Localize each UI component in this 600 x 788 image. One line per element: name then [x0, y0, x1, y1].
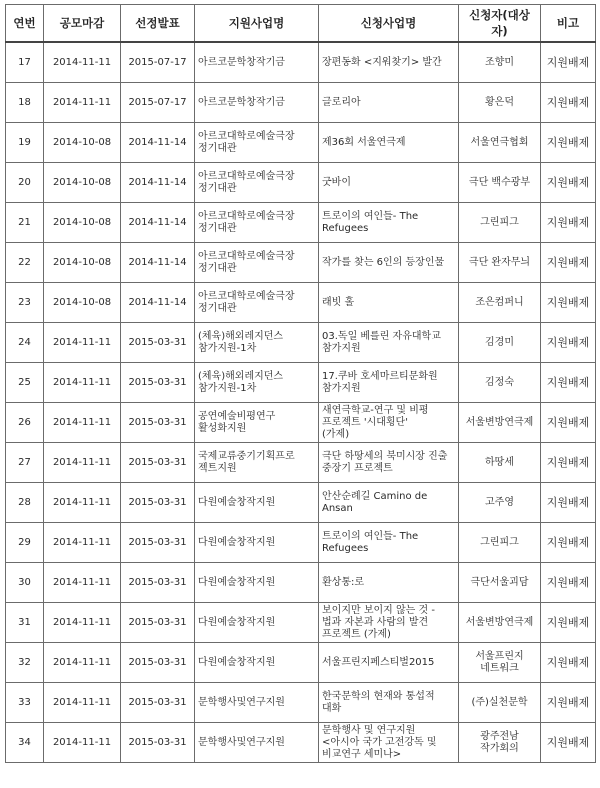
cell-applicant: (주)실천문학 — [459, 683, 541, 723]
table-row — [6, 203, 596, 243]
cell-note: 지원배제 — [541, 123, 596, 163]
table-body — [6, 42, 596, 763]
cell-deadline: 2014-11-11 — [44, 523, 121, 563]
cell-project: 17.쿠바 호세마르티문화원 참가지원 — [319, 363, 459, 403]
cell-applicant: 그린피그 — [459, 203, 541, 243]
table-row — [6, 163, 596, 203]
cell-no: 33 — [6, 683, 44, 723]
table-row — [6, 723, 596, 763]
cell-deadline: 2014-11-11 — [44, 83, 121, 123]
cell-applicant: 극단 백수광부 — [459, 163, 541, 203]
header-row — [6, 5, 596, 43]
cell-project: 보이지만 보이지 않는 것 - 법과 자본과 사람의 발견 프로젝트 (가제) — [319, 603, 459, 643]
cell-applicant: 김경미 — [459, 323, 541, 363]
header-deadline: 공모마감 — [44, 5, 121, 43]
cell-announcement: 2015-07-17 — [121, 42, 195, 83]
table-row — [6, 683, 596, 723]
table-row — [6, 363, 596, 403]
cell-program: 문학행사및연구지원 — [195, 723, 319, 763]
cell-announcement: 2015-03-31 — [121, 523, 195, 563]
cell-project: 래빗 홀 — [319, 283, 459, 323]
cell-no: 21 — [6, 203, 44, 243]
cell-applicant: 서울연극협회 — [459, 123, 541, 163]
cell-project: 극단 하땅세의 북미시장 진출 중장기 프로젝트 — [319, 443, 459, 483]
cell-announcement: 2015-03-31 — [121, 723, 195, 763]
cell-deadline: 2014-11-11 — [44, 603, 121, 643]
cell-program: 다원예술창작지원 — [195, 523, 319, 563]
cell-project: 트로이의 여인들- The Refugees — [319, 203, 459, 243]
support-exclusion-table-sheet — [5, 4, 595, 763]
cell-announcement: 2015-03-31 — [121, 643, 195, 683]
cell-note: 지원배제 — [541, 523, 596, 563]
header-note: 비고 — [541, 5, 596, 43]
cell-deadline: 2014-10-08 — [44, 203, 121, 243]
cell-deadline: 2014-11-11 — [44, 403, 121, 443]
cell-no: 22 — [6, 243, 44, 283]
cell-note: 지원배제 — [541, 403, 596, 443]
cell-announcement: 2015-03-31 — [121, 403, 195, 443]
cell-applicant: 광주전남 작가회의 — [459, 723, 541, 763]
cell-project: 장편동화 <지워찾기> 발간 — [319, 42, 459, 83]
cell-project: 안산순례길 Camino de Ansan — [319, 483, 459, 523]
cell-announcement: 2015-03-31 — [121, 683, 195, 723]
cell-note: 지원배제 — [541, 563, 596, 603]
cell-announcement: 2015-03-31 — [121, 483, 195, 523]
cell-program: 아르코대학로예술극장 정기대관 — [195, 243, 319, 283]
cell-no: 19 — [6, 123, 44, 163]
table-row — [6, 403, 596, 443]
cell-project: 작가를 찾는 6인의 등장인물 — [319, 243, 459, 283]
cell-program: 국제교류중기기획프로 젝트지원 — [195, 443, 319, 483]
cell-applicant: 서울변방연극제 — [459, 403, 541, 443]
cell-announcement: 2014-11-14 — [121, 203, 195, 243]
cell-deadline: 2014-11-11 — [44, 563, 121, 603]
table-header — [6, 5, 596, 43]
cell-no: 26 — [6, 403, 44, 443]
cell-applicant: 극단서울괴담 — [459, 563, 541, 603]
cell-applicant: 황은덕 — [459, 83, 541, 123]
cell-applicant: 극단 완자무늬 — [459, 243, 541, 283]
cell-project: 새연극학교-연구 및 비평 프로젝트 '시대횡단' (가제) — [319, 403, 459, 443]
table-row — [6, 643, 596, 683]
support-exclusion-table — [5, 4, 596, 763]
cell-deadline: 2014-10-08 — [44, 283, 121, 323]
cell-program: 아르코대학로예술극장 정기대관 — [195, 123, 319, 163]
table-row — [6, 443, 596, 483]
cell-project: 굿바이 — [319, 163, 459, 203]
cell-deadline: 2014-11-11 — [44, 363, 121, 403]
cell-program: 아르코문학창작기금 — [195, 42, 319, 83]
cell-no: 30 — [6, 563, 44, 603]
cell-deadline: 2014-11-11 — [44, 723, 121, 763]
cell-project: 제36회 서울연극제 — [319, 123, 459, 163]
table-row — [6, 123, 596, 163]
cell-applicant: 조은컴퍼니 — [459, 283, 541, 323]
table-row — [6, 283, 596, 323]
cell-no: 32 — [6, 643, 44, 683]
cell-no: 34 — [6, 723, 44, 763]
cell-note: 지원배제 — [541, 723, 596, 763]
cell-project: 트로이의 여인들- The Refugees — [319, 523, 459, 563]
cell-deadline: 2014-11-11 — [44, 683, 121, 723]
cell-program: (체육)해외레지던스 참가지원-1차 — [195, 363, 319, 403]
table-row — [6, 42, 596, 83]
table-row — [6, 323, 596, 363]
cell-program: 다원예술창작지원 — [195, 643, 319, 683]
cell-project: 서울프린지페스티벌2015 — [319, 643, 459, 683]
cell-announcement: 2015-03-31 — [121, 603, 195, 643]
cell-note: 지원배제 — [541, 323, 596, 363]
cell-no: 27 — [6, 443, 44, 483]
cell-announcement: 2014-11-14 — [121, 243, 195, 283]
cell-announcement: 2014-11-14 — [121, 163, 195, 203]
cell-program: 다원예술창작지원 — [195, 483, 319, 523]
cell-project: 환상통:로 — [319, 563, 459, 603]
table-row — [6, 523, 596, 563]
cell-project: 글로리아 — [319, 83, 459, 123]
table-row — [6, 603, 596, 643]
cell-program: 다원예술창작지원 — [195, 563, 319, 603]
cell-announcement: 2015-03-31 — [121, 363, 195, 403]
cell-program: 아르코대학로예술극장 정기대관 — [195, 163, 319, 203]
header-project: 신청사업명 — [319, 5, 459, 43]
cell-program: (체육)해외레지던스 참가지원-1차 — [195, 323, 319, 363]
cell-announcement: 2014-11-14 — [121, 123, 195, 163]
cell-note: 지원배제 — [541, 483, 596, 523]
cell-deadline: 2014-11-11 — [44, 483, 121, 523]
cell-note: 지원배제 — [541, 83, 596, 123]
cell-no: 17 — [6, 42, 44, 83]
cell-program: 아르코대학로예술극장 정기대관 — [195, 283, 319, 323]
cell-no: 31 — [6, 603, 44, 643]
cell-note: 지원배제 — [541, 683, 596, 723]
cell-no: 28 — [6, 483, 44, 523]
cell-note: 지원배제 — [541, 443, 596, 483]
cell-applicant: 서울프린지 네트워크 — [459, 643, 541, 683]
cell-applicant: 고주영 — [459, 483, 541, 523]
cell-no: 20 — [6, 163, 44, 203]
cell-program: 아르코대학로예술극장 정기대관 — [195, 203, 319, 243]
cell-note: 지원배제 — [541, 243, 596, 283]
cell-announcement: 2015-07-17 — [121, 83, 195, 123]
cell-announcement: 2014-11-14 — [121, 283, 195, 323]
cell-deadline: 2014-11-11 — [44, 323, 121, 363]
cell-program: 아르코문학창작기금 — [195, 83, 319, 123]
header-program: 지원사업명 — [195, 5, 319, 43]
cell-project: 한국문학의 현재와 통섭적 대화 — [319, 683, 459, 723]
cell-note: 지원배제 — [541, 603, 596, 643]
cell-note: 지원배제 — [541, 203, 596, 243]
cell-program: 문학행사및연구지원 — [195, 683, 319, 723]
cell-no: 18 — [6, 83, 44, 123]
cell-announcement: 2015-03-31 — [121, 563, 195, 603]
cell-announcement: 2015-03-31 — [121, 443, 195, 483]
cell-deadline: 2014-10-08 — [44, 163, 121, 203]
cell-note: 지원배제 — [541, 283, 596, 323]
cell-program: 공연예술비평연구 활성화지원 — [195, 403, 319, 443]
cell-deadline: 2014-11-11 — [44, 643, 121, 683]
cell-deadline: 2014-11-11 — [44, 443, 121, 483]
table-row — [6, 483, 596, 523]
table-row — [6, 563, 596, 603]
cell-applicant: 하땅세 — [459, 443, 541, 483]
cell-note: 지원배제 — [541, 643, 596, 683]
cell-no: 24 — [6, 323, 44, 363]
cell-no: 29 — [6, 523, 44, 563]
cell-announcement: 2015-03-31 — [121, 323, 195, 363]
cell-no: 23 — [6, 283, 44, 323]
cell-project: 문학행사 및 연구지원 <아시아 국가 고전강독 및 비교연구 세미나> — [319, 723, 459, 763]
table-row — [6, 83, 596, 123]
cell-note: 지원배제 — [541, 363, 596, 403]
cell-deadline: 2014-11-11 — [44, 42, 121, 83]
cell-no: 25 — [6, 363, 44, 403]
header-applicant: 신청자(대상자) — [459, 5, 541, 43]
cell-note: 지원배제 — [541, 42, 596, 83]
cell-applicant: 김정숙 — [459, 363, 541, 403]
cell-deadline: 2014-10-08 — [44, 123, 121, 163]
cell-deadline: 2014-10-08 — [44, 243, 121, 283]
cell-applicant: 그린피그 — [459, 523, 541, 563]
cell-project: 03.독일 베를린 자유대학교 참가지원 — [319, 323, 459, 363]
header-announcement: 선정발표 — [121, 5, 195, 43]
cell-applicant: 조향미 — [459, 42, 541, 83]
cell-applicant: 서울변방연극제 — [459, 603, 541, 643]
header-no: 연번 — [6, 5, 44, 43]
table-row — [6, 243, 596, 283]
cell-program: 다원예술창작지원 — [195, 603, 319, 643]
cell-note: 지원배제 — [541, 163, 596, 203]
